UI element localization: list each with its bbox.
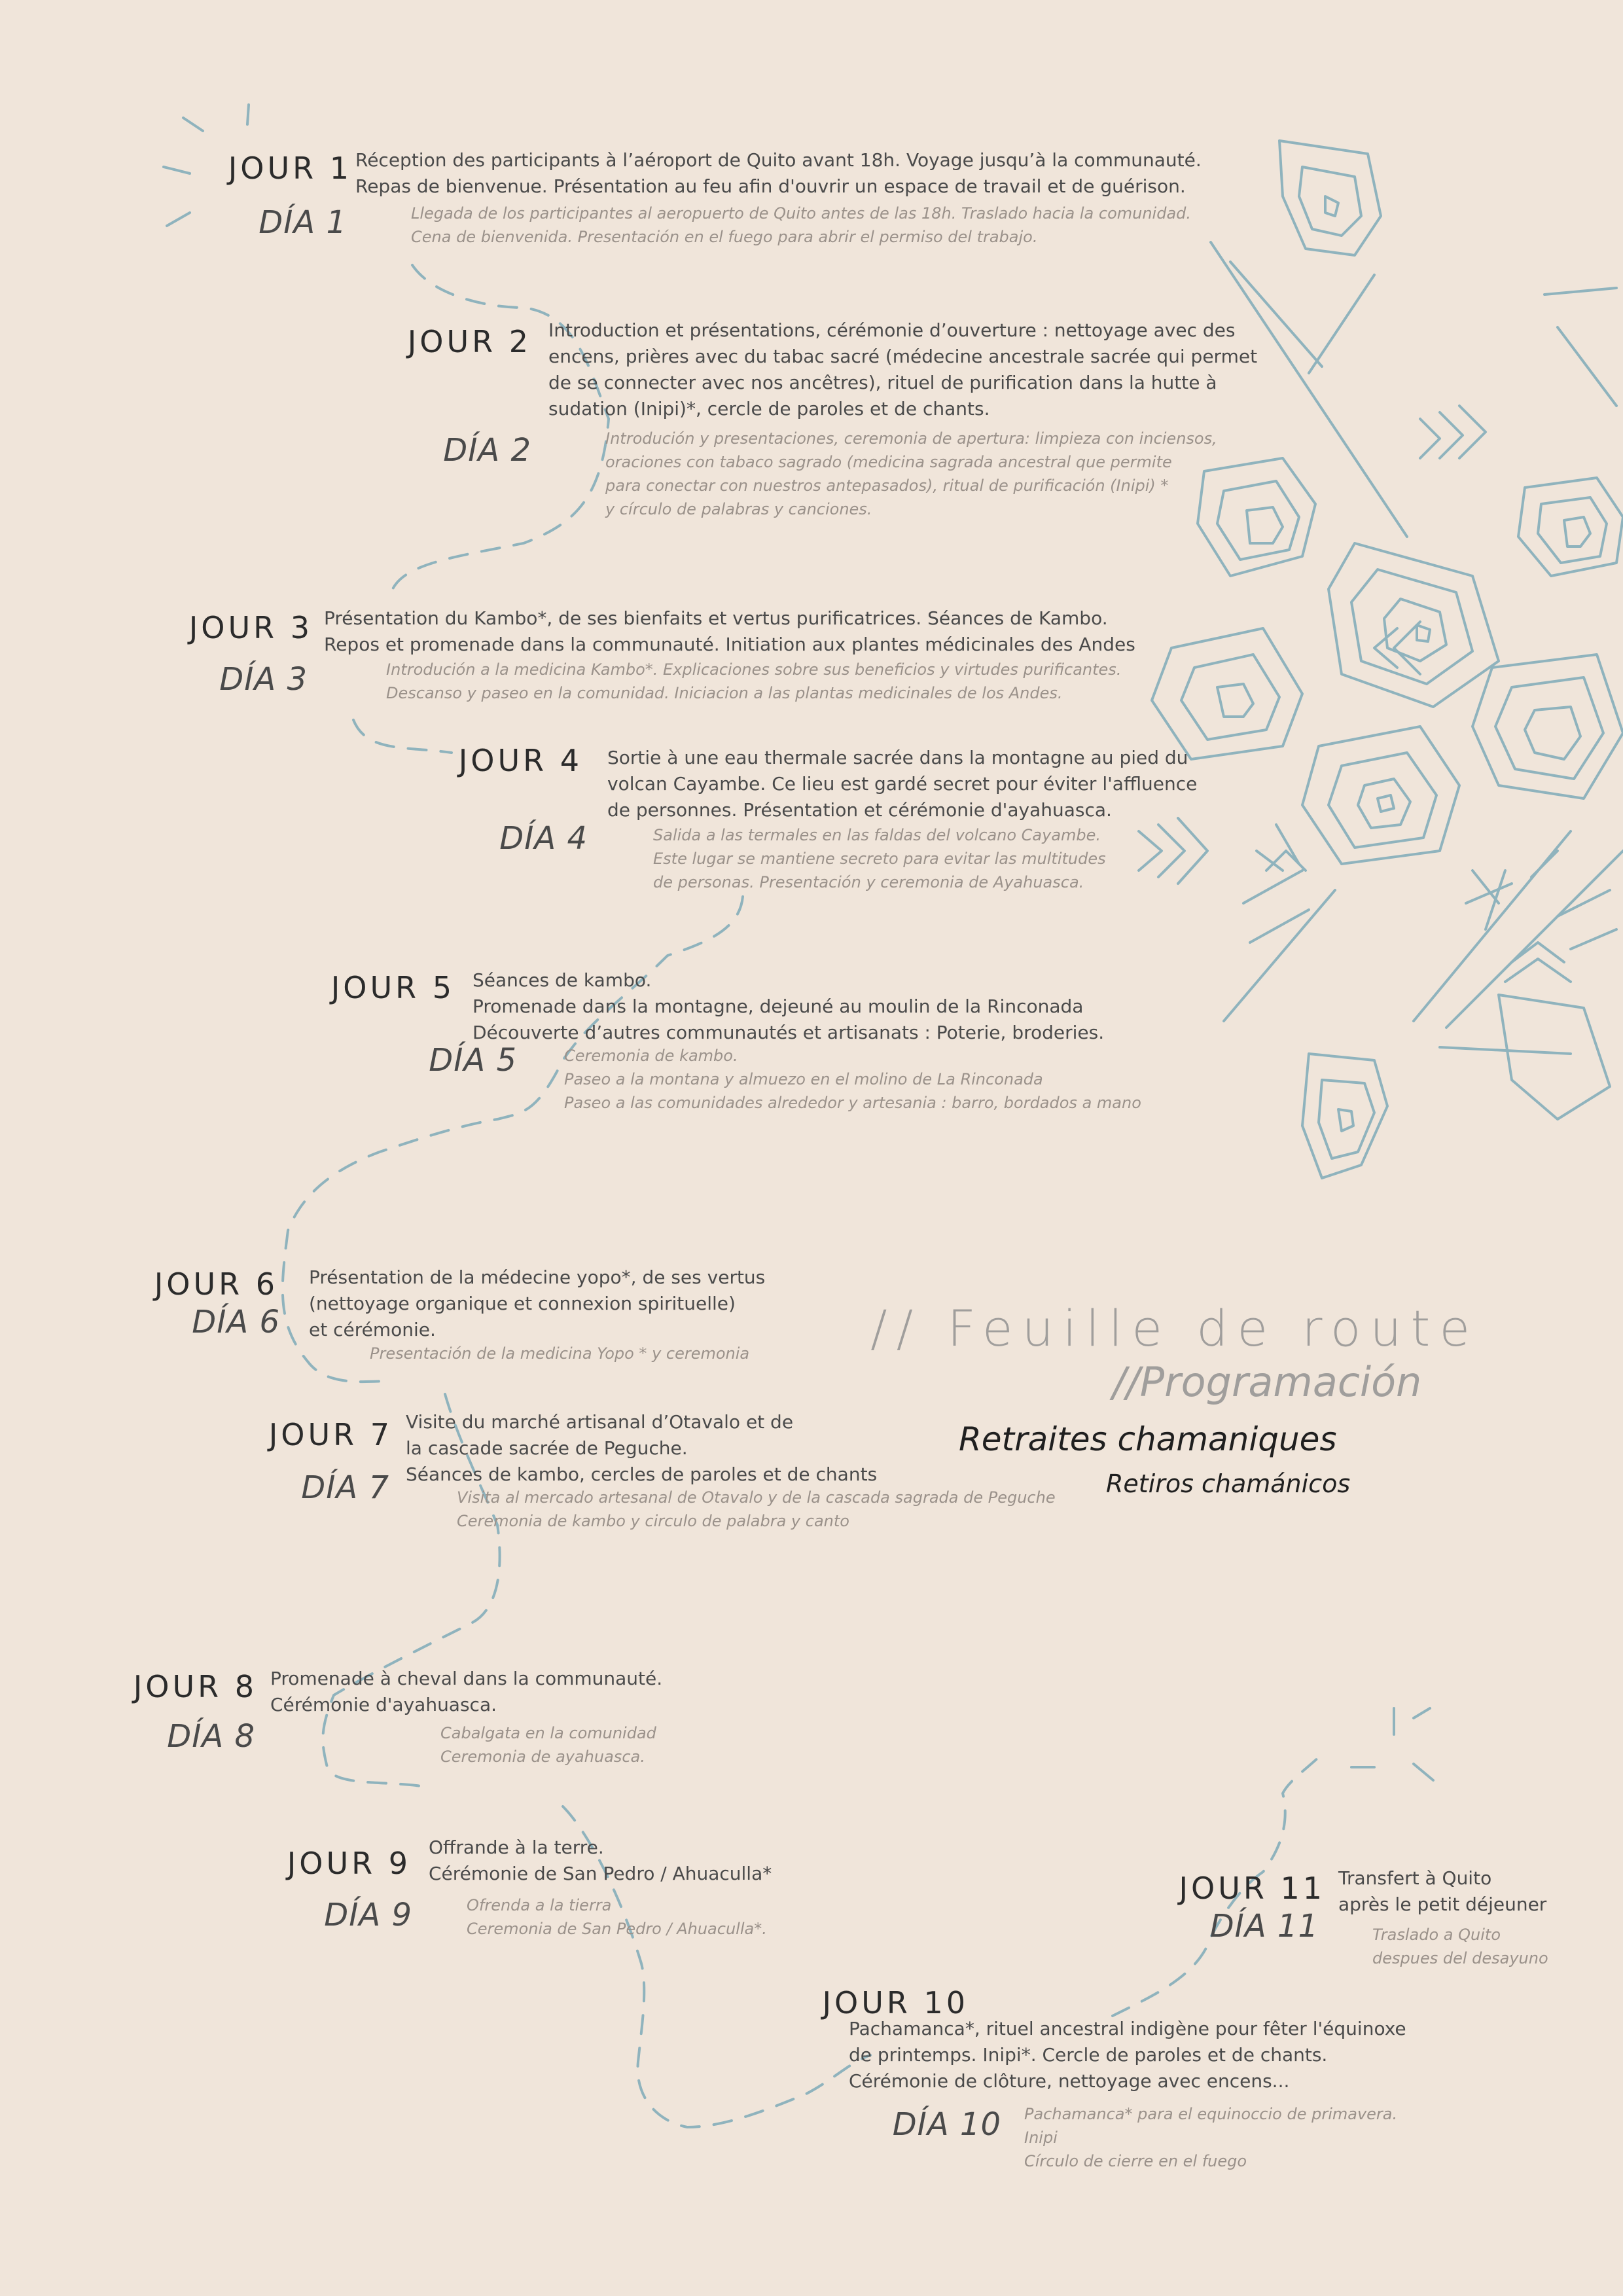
day-3-description-es: [386, 658, 1121, 705]
translation-line: Ceremonia de kambo y circulo de palabra y canto: [457, 1512, 849, 1530]
day-5-label-es: DÍA 5: [429, 1042, 517, 1079]
day-6-description-fr: [309, 1265, 765, 1343]
description-line: Découverte d’autres communautés et artisanats : Poterie, broderies.: [473, 1022, 1105, 1043]
page-title: // Feuille de route: [870, 1299, 1480, 1357]
day-11-label-es: DÍA 11: [1209, 1908, 1319, 1945]
day-8-label-es: DÍA 8: [167, 1718, 255, 1755]
description-line: Cérémonie de clôture, nettoyage avec encens...: [849, 2070, 1290, 2092]
day-10-label-fr: JOUR 10: [822, 1985, 969, 2020]
translation-line: Ofrenda a la tierra: [467, 1896, 612, 1914]
translation-line: Paseo a las comunidades alrededor y artesania : barro, bordados a mano: [564, 1094, 1141, 1112]
translation-line: Visita al mercado artesanal de Otavalo y de la cascada sagrada de Peguche: [457, 1488, 1056, 1507]
day-5-label-fr: JOUR 5: [330, 970, 455, 1005]
translation-line: Pachamanca* para el equinoccio de primavera.: [1024, 2105, 1398, 2123]
day-3-description-fr: [324, 605, 1135, 658]
description-line: Cérémonie d'ayahuasca.: [270, 1694, 497, 1715]
translation-line: Ceremonia de kambo.: [564, 1047, 738, 1065]
day-4-description-es: [653, 823, 1106, 894]
description-line: Réception des participants à l’aéroport de Quito avant 18h. Voyage jusqu’à la communauté.: [355, 149, 1202, 171]
day-1-description-es: [411, 202, 1191, 249]
description-line: et cérémonie.: [309, 1319, 436, 1340]
description-line: de printemps. Inipi*. Cercle de paroles et de chants.: [849, 2044, 1328, 2066]
translation-line: para conectar con nuestros antepasados), ritual de purificación (Inipi) *: [605, 476, 1169, 495]
description-line: Offrande à la terre.: [429, 1837, 604, 1858]
description-line: Promenade à cheval dans la communauté.: [270, 1668, 663, 1689]
translation-line: oraciones con tabaco sagrado (medicina sagrada ancestral que permite: [605, 453, 1172, 471]
translation-line: Cabalgata en la comunidad: [440, 1724, 656, 1742]
description-line: de se connecter avec nos ancêtres), rituel de purification dans la hutte à: [548, 372, 1217, 393]
day-9-label-fr: JOUR 9: [287, 1846, 411, 1881]
day-11-description-fr: [1338, 1865, 1546, 1918]
day-6-label-es: DÍA 6: [192, 1304, 280, 1340]
day-3-label-fr: JOUR 3: [188, 610, 313, 645]
translation-line: Este lugar se mantiene secreto para evitar las multitudes: [653, 850, 1106, 868]
description-line: Repos et promenade dans la communauté. Initiation aux plantes médicinales des Andes: [324, 634, 1135, 655]
page-subtitle: //Programación: [1113, 1358, 1422, 1406]
day-4-label-es: DÍA 4: [499, 820, 588, 857]
translation-line: Ceremonia de San Pedro / Ahuaculla*.: [467, 1920, 767, 1938]
day-2-description-es: [605, 427, 1217, 521]
day-8-description-es: [440, 1721, 656, 1768]
day-8-description-fr: [270, 1666, 662, 1718]
translation-line: Llegada de los participantes al aeropuerto de Quito antes de las 18h. Traslado hacia la comunidad.: [411, 204, 1192, 223]
day-7-description-fr: [406, 1409, 877, 1488]
day-9-description-fr: [429, 1835, 772, 1887]
day-9-description-es: [467, 1893, 767, 1941]
day-7-label-fr: JOUR 7: [268, 1417, 393, 1452]
day-11-description-es: [1372, 1923, 1548, 1970]
day-7-description-es: [457, 1486, 1056, 1533]
translation-line: Inipi: [1024, 2128, 1058, 2147]
description-line: (nettoyage organique et connexion spirituelle): [309, 1293, 736, 1314]
tribal-motif: [1139, 141, 1623, 1178]
description-line: encens, prières avec du tabac sacré (médecine ancestrale sacrée qui permet: [548, 346, 1258, 367]
description-line: après le petit déjeuner: [1338, 1893, 1547, 1915]
day-8-label-fr: JOUR 8: [133, 1669, 257, 1704]
day-6-description-es: [370, 1342, 749, 1365]
day-3-label-es: DÍA 3: [219, 661, 308, 698]
day-1-label-fr: JOUR 1: [228, 151, 352, 186]
day-9-label-es: DÍA 9: [324, 1897, 412, 1933]
day-5-description-es: [564, 1044, 1141, 1115]
translation-line: Cena de bienvenida. Presentación en el fuego para abrir el permiso del trabajo.: [411, 228, 1038, 246]
translation-line: Círculo de cierre en el fuego: [1024, 2152, 1247, 2170]
day-2-description-fr: [548, 317, 1257, 422]
sparkle-bottom-right: [1351, 1708, 1433, 1780]
retreat-title-es: Retiros chamánicos: [1106, 1469, 1351, 1498]
translation-line: y círculo de palabras y canciones.: [605, 500, 872, 518]
translation-line: despues del desayuno: [1372, 1949, 1548, 1967]
description-line: de personnes. Présentation et cérémonie d'ayahuasca.: [607, 799, 1112, 821]
day-10-description-es: [1024, 2102, 1397, 2173]
description-line: sudation (Inipi)*, cercle de paroles et de chants.: [548, 398, 990, 420]
description-line: Repas de bienvenue. Présentation au feu afin d'ouvrir un espace de travail et de guérison.: [355, 175, 1186, 197]
description-line: Présentation de la médecine yopo*, de ses vertus: [309, 1266, 766, 1288]
description-line: Pachamanca*, rituel ancestral indigène pour fêter l'équinoxe: [849, 2018, 1406, 2039]
translation-line: Salida a las termales en las faldas del volcano Cayambe.: [653, 826, 1101, 844]
description-line: Séances de kambo.: [473, 969, 652, 991]
day-4-description-fr: [607, 745, 1197, 823]
retreat-title-fr: Retraites chamaniques: [959, 1420, 1337, 1458]
description-line: Introduction et présentations, cérémonie d’ouverture : nettoyage avec des: [548, 319, 1236, 341]
translation-line: Paseo a la montana y almuezo en el molino de La Rinconada: [564, 1070, 1043, 1088]
translation-line: Introdución y presentaciones, ceremonia de apertura: limpieza con inciensos,: [605, 429, 1217, 448]
day-6-label-fr: JOUR 6: [154, 1266, 278, 1302]
description-line: Sortie à une eau thermale sacrée dans la montagne au pied du: [607, 747, 1188, 768]
day-1-description-fr: [355, 147, 1202, 200]
translation-line: Presentación de la medicina Yopo * y ceremonia: [370, 1344, 750, 1363]
day-5-description-fr: [473, 967, 1104, 1046]
day-10-description-fr: [849, 2016, 1406, 2094]
translation-line: Descanso y paseo en la comunidad. Iniciacion a las plantas medicinales de los Andes.: [386, 684, 1063, 702]
day-2-label-fr: JOUR 2: [407, 324, 531, 359]
translation-line: Traslado a Quito: [1372, 1926, 1501, 1944]
description-line: Cérémonie de San Pedro / Ahuaculla*: [429, 1863, 772, 1884]
description-line: volcan Cayambe. Ce lieu est gardé secret pour éviter l'affluence: [607, 773, 1198, 795]
description-line: Promenade dans la montagne, dejeuné au moulin de la Rinconada: [473, 996, 1084, 1017]
day-7-label-es: DÍA 7: [301, 1469, 389, 1506]
description-line: Visite du marché artisanal d’Otavalo et de: [406, 1411, 794, 1433]
description-line: Présentation du Kambo*, de ses bienfaits et vertus purificatrices. Séances de Kambo.: [324, 607, 1108, 629]
description-line: la cascade sacrée de Peguche.: [406, 1437, 688, 1459]
day-1-label-es: DÍA 1: [259, 204, 347, 241]
translation-line: de personas. Presentación y ceremonia de Ayahuasca.: [653, 873, 1084, 891]
day-10-label-es: DÍA 10: [892, 2106, 1001, 2143]
day-4-label-fr: JOUR 4: [458, 743, 582, 778]
translation-line: Introdución a la medicina Kambo*. Explicaciones sobre sus beneficios y virtudes purificantes.: [386, 660, 1122, 679]
description-line: Séances de kambo, cercles de paroles et de chants: [406, 1463, 878, 1485]
translation-line: Ceremonia de ayahuasca.: [440, 1748, 645, 1766]
day-11-label-fr: JOUR 11: [1179, 1871, 1325, 1906]
day-2-label-es: DÍA 2: [443, 432, 531, 469]
description-line: Transfert à Quito: [1338, 1867, 1492, 1889]
